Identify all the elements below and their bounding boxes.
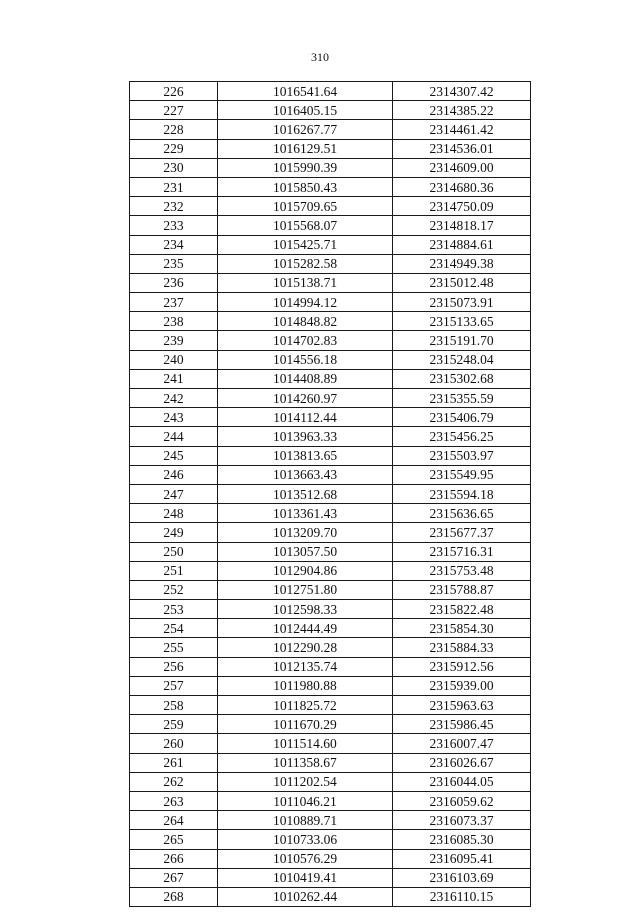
table-row (130, 542, 531, 561)
y-coordinate-cell: 2316085.30 (393, 830, 531, 849)
table-row (130, 734, 531, 753)
x-coordinate-cell: 1011980.88 (218, 676, 393, 695)
point-number-cell: 241 (130, 369, 218, 388)
x-coordinate-cell: 1016541.64 (218, 82, 393, 101)
table-row (130, 389, 531, 408)
y-coordinate-cell: 2315594.18 (393, 484, 531, 503)
point-number-cell: 247 (130, 484, 218, 503)
x-coordinate-cell: 1015850.43 (218, 177, 393, 196)
table-row (130, 887, 531, 906)
y-coordinate-cell: 2315073.91 (393, 293, 531, 312)
table-row (130, 753, 531, 772)
point-number-cell: 249 (130, 523, 218, 542)
y-coordinate-cell: 2316103.69 (393, 868, 531, 887)
x-coordinate-cell: 1012135.74 (218, 657, 393, 676)
point-number-cell: 266 (130, 849, 218, 868)
point-number-cell: 246 (130, 465, 218, 484)
point-number-cell: 261 (130, 753, 218, 772)
x-coordinate-cell: 1015568.07 (218, 216, 393, 235)
table-row (130, 696, 531, 715)
point-number-cell: 255 (130, 638, 218, 657)
table-row (130, 561, 531, 580)
y-coordinate-cell: 2315191.70 (393, 331, 531, 350)
y-coordinate-cell: 2315677.37 (393, 523, 531, 542)
y-coordinate-cell: 2316095.41 (393, 849, 531, 868)
y-coordinate-cell: 2315753.48 (393, 561, 531, 580)
x-coordinate-cell: 1014112.44 (218, 408, 393, 427)
coordinates-table-body (130, 82, 531, 907)
table-row (130, 791, 531, 810)
x-coordinate-cell: 1014848.82 (218, 312, 393, 331)
table-row (130, 580, 531, 599)
table-row (130, 101, 531, 120)
x-coordinate-cell: 1013663.43 (218, 465, 393, 484)
x-coordinate-cell: 1014556.18 (218, 350, 393, 369)
point-number-cell: 256 (130, 657, 218, 676)
table-row (130, 657, 531, 676)
point-number-cell: 238 (130, 312, 218, 331)
page-number: 310 (311, 50, 329, 64)
y-coordinate-cell: 2316026.67 (393, 753, 531, 772)
table-row (130, 619, 531, 638)
point-number-cell: 258 (130, 696, 218, 715)
y-coordinate-cell: 2314609.00 (393, 158, 531, 177)
point-number-cell: 239 (130, 331, 218, 350)
x-coordinate-cell: 1012290.28 (218, 638, 393, 657)
point-number-cell: 257 (130, 676, 218, 695)
y-coordinate-cell: 2316044.05 (393, 772, 531, 791)
table-row (130, 676, 531, 695)
y-coordinate-cell: 2315302.68 (393, 369, 531, 388)
y-coordinate-cell: 2315854.30 (393, 619, 531, 638)
x-coordinate-cell: 1013512.68 (218, 484, 393, 503)
table-row (130, 331, 531, 350)
table-row (130, 254, 531, 273)
point-number-cell: 262 (130, 772, 218, 791)
point-number-cell: 233 (130, 216, 218, 235)
point-number-cell: 226 (130, 82, 218, 101)
y-coordinate-cell: 2315963.63 (393, 696, 531, 715)
x-coordinate-cell: 1013813.65 (218, 446, 393, 465)
y-coordinate-cell: 2316110.15 (393, 887, 531, 906)
x-coordinate-cell: 1014994.12 (218, 293, 393, 312)
point-number-cell: 260 (130, 734, 218, 753)
point-number-cell: 259 (130, 715, 218, 734)
y-coordinate-cell: 2315012.48 (393, 273, 531, 292)
y-coordinate-cell: 2315884.33 (393, 638, 531, 657)
point-number-cell: 268 (130, 887, 218, 906)
y-coordinate-cell: 2314461.42 (393, 120, 531, 139)
x-coordinate-cell: 1016129.51 (218, 139, 393, 158)
x-coordinate-cell: 1012598.33 (218, 600, 393, 619)
point-number-cell: 251 (130, 561, 218, 580)
y-coordinate-cell: 2315133.65 (393, 312, 531, 331)
y-coordinate-cell: 2315822.48 (393, 600, 531, 619)
y-coordinate-cell: 2315248.04 (393, 350, 531, 369)
point-number-cell: 253 (130, 600, 218, 619)
y-coordinate-cell: 2314818.17 (393, 216, 531, 235)
x-coordinate-cell: 1016405.15 (218, 101, 393, 120)
point-number-cell: 237 (130, 293, 218, 312)
x-coordinate-cell: 1011202.54 (218, 772, 393, 791)
point-number-cell: 230 (130, 158, 218, 177)
y-coordinate-cell: 2315986.45 (393, 715, 531, 734)
table-row (130, 484, 531, 503)
table-row (130, 312, 531, 331)
y-coordinate-cell: 2314750.09 (393, 197, 531, 216)
table-row (130, 849, 531, 868)
x-coordinate-cell: 1014260.97 (218, 389, 393, 408)
y-coordinate-cell: 2314884.61 (393, 235, 531, 254)
y-coordinate-cell: 2316073.37 (393, 811, 531, 830)
x-coordinate-cell: 1013361.43 (218, 504, 393, 523)
table-row (130, 600, 531, 619)
table-row (130, 273, 531, 292)
x-coordinate-cell: 1010262.44 (218, 887, 393, 906)
x-coordinate-cell: 1011670.29 (218, 715, 393, 734)
point-number-cell: 234 (130, 235, 218, 254)
point-number-cell: 231 (130, 177, 218, 196)
table-row (130, 830, 531, 849)
y-coordinate-cell: 2315406.79 (393, 408, 531, 427)
x-coordinate-cell: 1014702.83 (218, 331, 393, 350)
x-coordinate-cell: 1010419.41 (218, 868, 393, 887)
table-row (130, 235, 531, 254)
y-coordinate-cell: 2315716.31 (393, 542, 531, 561)
point-number-cell: 232 (130, 197, 218, 216)
point-number-cell: 245 (130, 446, 218, 465)
point-number-cell: 229 (130, 139, 218, 158)
x-coordinate-cell: 1012751.80 (218, 580, 393, 599)
table-row (130, 139, 531, 158)
x-coordinate-cell: 1013057.50 (218, 542, 393, 561)
point-number-cell: 242 (130, 389, 218, 408)
x-coordinate-cell: 1011358.67 (218, 753, 393, 772)
x-coordinate-cell: 1014408.89 (218, 369, 393, 388)
x-coordinate-cell: 1010576.29 (218, 849, 393, 868)
x-coordinate-cell: 1011046.21 (218, 791, 393, 810)
y-coordinate-cell: 2315788.87 (393, 580, 531, 599)
x-coordinate-cell: 1011514.60 (218, 734, 393, 753)
point-number-cell: 267 (130, 868, 218, 887)
point-number-cell: 265 (130, 830, 218, 849)
y-coordinate-cell: 2315636.65 (393, 504, 531, 523)
point-number-cell: 263 (130, 791, 218, 810)
y-coordinate-cell: 2315549.95 (393, 465, 531, 484)
y-coordinate-cell: 2315939.00 (393, 676, 531, 695)
x-coordinate-cell: 1015282.58 (218, 254, 393, 273)
x-coordinate-cell: 1015709.65 (218, 197, 393, 216)
table-row (130, 868, 531, 887)
coordinates-table (129, 81, 531, 907)
y-coordinate-cell: 2315503.97 (393, 446, 531, 465)
y-coordinate-cell: 2314385.22 (393, 101, 531, 120)
table-row (130, 446, 531, 465)
table-row (130, 427, 531, 446)
table-row (130, 504, 531, 523)
x-coordinate-cell: 1013209.70 (218, 523, 393, 542)
y-coordinate-cell: 2316007.47 (393, 734, 531, 753)
point-number-cell: 235 (130, 254, 218, 273)
x-coordinate-cell: 1013963.33 (218, 427, 393, 446)
point-number-cell: 236 (130, 273, 218, 292)
point-number-cell: 244 (130, 427, 218, 446)
point-number-cell: 264 (130, 811, 218, 830)
table-row (130, 369, 531, 388)
y-coordinate-cell: 2315912.56 (393, 657, 531, 676)
x-coordinate-cell: 1015138.71 (218, 273, 393, 292)
table-row (130, 120, 531, 139)
point-number-cell: 252 (130, 580, 218, 599)
point-number-cell: 227 (130, 101, 218, 120)
table-row (130, 158, 531, 177)
y-coordinate-cell: 2314680.36 (393, 177, 531, 196)
point-number-cell: 240 (130, 350, 218, 369)
x-coordinate-cell: 1012444.49 (218, 619, 393, 638)
y-coordinate-cell: 2316059.62 (393, 791, 531, 810)
point-number-cell: 243 (130, 408, 218, 427)
table-row (130, 408, 531, 427)
table-row (130, 811, 531, 830)
table-row (130, 177, 531, 196)
table-row (130, 197, 531, 216)
y-coordinate-cell: 2315456.25 (393, 427, 531, 446)
point-number-cell: 228 (130, 120, 218, 139)
table-row (130, 465, 531, 484)
y-coordinate-cell: 2314949.38 (393, 254, 531, 273)
x-coordinate-cell: 1010889.71 (218, 811, 393, 830)
table-row (130, 82, 531, 101)
y-coordinate-cell: 2314307.42 (393, 82, 531, 101)
y-coordinate-cell: 2314536.01 (393, 139, 531, 158)
table-row (130, 293, 531, 312)
table-row (130, 216, 531, 235)
x-coordinate-cell: 1010733.06 (218, 830, 393, 849)
table-row (130, 772, 531, 791)
x-coordinate-cell: 1015425.71 (218, 235, 393, 254)
table-row (130, 523, 531, 542)
x-coordinate-cell: 1016267.77 (218, 120, 393, 139)
point-number-cell: 248 (130, 504, 218, 523)
table-row (130, 638, 531, 657)
point-number-cell: 250 (130, 542, 218, 561)
point-number-cell: 254 (130, 619, 218, 638)
x-coordinate-cell: 1011825.72 (218, 696, 393, 715)
table-row (130, 715, 531, 734)
x-coordinate-cell: 1012904.86 (218, 561, 393, 580)
y-coordinate-cell: 2315355.59 (393, 389, 531, 408)
x-coordinate-cell: 1015990.39 (218, 158, 393, 177)
table-row (130, 350, 531, 369)
